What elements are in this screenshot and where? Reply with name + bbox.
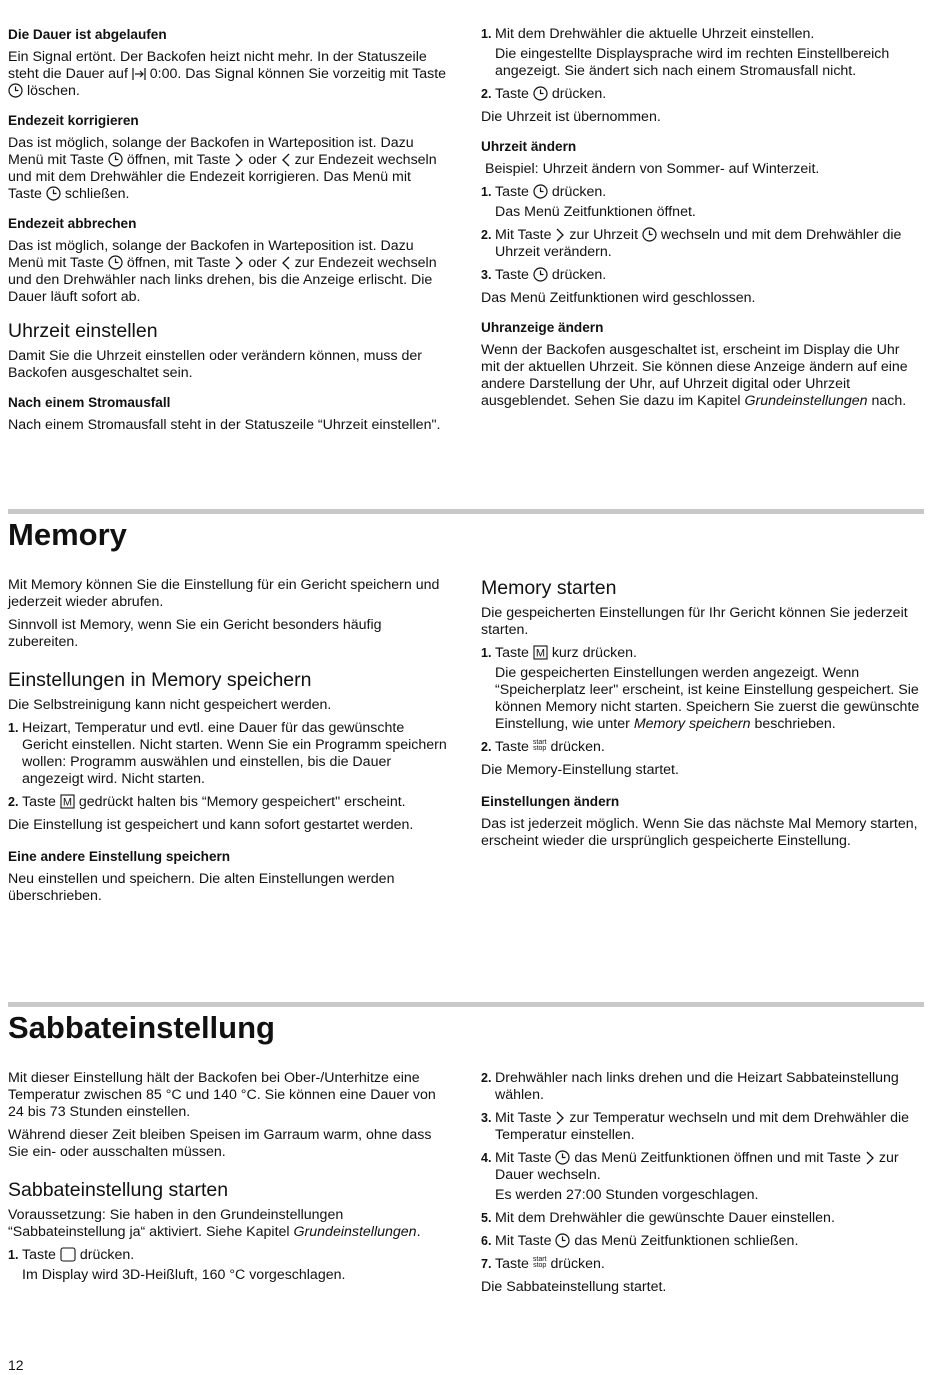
list-item: 6. Mit Taste das Menü Zeitfunktionen schließen. (481, 1233, 799, 1249)
start-stop-icon: start stop (532, 739, 547, 752)
clock-icon (642, 227, 657, 242)
steps-uhrzeit-aendern (481, 184, 921, 284)
heading-sabbat-starten: Sabbateinstellung starten (8, 1179, 229, 1201)
section-divider (8, 509, 924, 514)
sabbat-right-column (481, 1070, 921, 1302)
heading-dauer-abgelaufen: Die Dauer ist abgelaufen (8, 27, 167, 42)
heading-uhranzeige: Uhranzeige ändern (481, 320, 604, 335)
steps-sabbat-right (481, 1070, 921, 1273)
list-item: 1. Taste M kurz drücken. Die gespeicherten Einstellungen werden angezeigt. Wenn “Speicherplatz leer" erscheint, ist keine Einstellung gespeichert. Sie können Memory nicht starten. Speichern Sie zuerst die gewünschte Einstellung, wie unter Memory speichern beschrieben. (481, 645, 920, 732)
clock-icon (8, 83, 23, 98)
paragraph-uebernommen: Die Uhrzeit ist übernommen. (481, 109, 661, 125)
list-item: 3. Taste drücken. (481, 267, 607, 283)
paragraph-endezeit-korrigieren: Das ist möglich, solange der Backofen in Warteposition ist. Dazu Menü mit Taste öffnen, mit Taste oder zur Endezeit wechseln und mit dem Drehwähler die Endezeit korrigieren. Das Menü mit Taste schließen. (8, 135, 437, 202)
paragraph-memory-intro: Mit Memory können Sie die Einstellung für ein Gericht speichern und jederzeit wieder abrufen. (8, 577, 440, 610)
paragraph-stromausfall: Nach einem Stromausfall steht in der Statuszeile “Uhrzeit einstellen". (8, 417, 441, 433)
top-left-column (8, 26, 448, 440)
list-item: 5. Mit dem Drehwähler die gewünschte Dauer einstellen. (481, 1210, 835, 1226)
heading-stromausfall: Nach einem Stromausfall (8, 395, 171, 410)
paragraph-memory-sinnvoll: Sinnvoll ist Memory, wenn Sie ein Gericht besonders häufig zubereiten. (8, 617, 382, 650)
chevron-right-icon (555, 1111, 565, 1125)
steps-sabbat-left (8, 1247, 448, 1284)
chevron-right-icon (555, 228, 565, 242)
steps-memory-starten (481, 645, 921, 756)
paragraph-uhranzeige: Wenn der Backofen ausgeschaltet ist, erscheint im Display die Uhr mit der aktuellen Uhrzeit. Sie können diese Anzeige ändern auf eine andere Darstellung der Uhr, auf Uhrzeit digital oder Uhrzeit ausgeblendet. Sehen Sie dazu im Kapitel Grundeinstellungen nach. (481, 342, 908, 409)
paragraph-dauer: Ein Signal ertönt. Der Backofen heizt nicht mehr. In der Statuszeile steht die Dauer auf 0:00. Das Signal können Sie vorzeitig mit Taste löschen. (8, 49, 447, 99)
chapter-title-sabbat: Sabbateinstellung (8, 1010, 275, 1045)
heading-endezeit-abbrechen: Endezeit abbrechen (8, 216, 137, 231)
memory-left-column (8, 577, 448, 911)
paragraph-memory-startet: Die Memory-Einstellung startet. (481, 762, 679, 778)
clock-icon (555, 1150, 570, 1165)
chevron-right-icon (234, 153, 244, 167)
paragraph-beispiel: Beispiel: Uhrzeit ändern von Sommer- auf Winterzeit. (485, 161, 820, 177)
paragraph-einstellungen-aendern: Das ist jederzeit möglich. Wenn Sie das nächste Mal Memory starten, erscheint wieder die ursprünglich gespeicherte Einstellung. (481, 816, 918, 849)
heading-memory-speichern: Einstellungen in Memory speichern (8, 669, 312, 691)
clock-icon (108, 255, 123, 270)
list-item: 2. Taste drücken. (481, 86, 607, 102)
steps-memory-speichern (8, 720, 448, 811)
heating-mode-key-icon (60, 1247, 76, 1262)
svg-text:M: M (62, 796, 72, 809)
chevron-left-icon (281, 256, 291, 270)
start-stop-icon: start stop (532, 1256, 547, 1269)
duration-end-icon (132, 67, 146, 81)
page-number: 12 (8, 1357, 24, 1373)
list-item: 7. Taste start stop drücken. (481, 1256, 605, 1272)
clock-icon (533, 267, 548, 282)
memory-right-column (481, 577, 921, 856)
memory-key-icon (533, 645, 548, 660)
list-item: 2. Taste start stop drücken. (481, 739, 605, 755)
paragraph-selbstreinigung: Die Selbstreinigung kann nicht gespeichert werden. (8, 697, 332, 713)
list-item: 2. Drehwähler nach links drehen und die Heizart Sabbateinstellung wählen. (481, 1070, 899, 1103)
clock-icon (533, 184, 548, 199)
list-item: 3. Mit Taste zur Temperatur wechseln und mit dem Drehwähler die Temperatur einstellen. (481, 1110, 910, 1143)
heading-endezeit-korrigieren: Endezeit korrigieren (8, 113, 139, 128)
top-right-column (481, 26, 921, 416)
chevron-left-icon (281, 153, 291, 167)
steps-uhrzeit (481, 26, 921, 103)
clock-icon (533, 86, 548, 101)
clock-icon (108, 152, 123, 167)
paragraph-andere-einstellung: Neu einstellen und speichern. Die alten Einstellungen werden überschrieben. (8, 871, 395, 904)
paragraph-uhrzeit-einstellen: Damit Sie die Uhrzeit einstellen oder verändern können, muss der Backofen ausgeschaltet sein. (8, 348, 423, 381)
list-item: 4. Mit Taste das Menü Zeitfunktionen öffnen und mit Taste zur Dauer wechseln. Es werden 27:00 Stunden vorgeschlagen. (481, 1150, 899, 1203)
list-item: 2. Taste M gedrückt halten bis “Memory gespeichert" erscheint. (8, 794, 406, 810)
sabbat-left-column (8, 1070, 448, 1290)
heading-uhrzeit-aendern: Uhrzeit ändern (481, 139, 577, 154)
paragraph-voraussetzung: Voraussetzung: Sie haben in den Grundeinstellungen “Sabbateinstellung ja“ aktiviert. Siehe Kapitel Grundeinstellungen. (8, 1207, 421, 1240)
list-item: 1. Taste drücken. Das Menü Zeitfunktionen öffnet. (481, 184, 696, 220)
paragraph-endezeit-abbrechen: Das ist möglich, solange der Backofen in Warteposition ist. Dazu Menü mit Taste öffnen, mit Taste oder zur Endezeit wechseln und den Drehwähler nach links drehen, bis die Anzeige erlischt. Die Dauer läuft sofort ab. (8, 238, 437, 305)
paragraph-sabbat-startet: Die Sabbateinstellung startet. (481, 1279, 667, 1295)
paragraph-memory-starten: Die gespeicherten Einstellungen für Ihr Gericht können Sie jederzeit starten. (481, 605, 908, 638)
clock-icon (46, 186, 61, 201)
section-divider (8, 1002, 924, 1007)
list-item: 1. Mit dem Drehwähler die aktuelle Uhrzeit einstellen. Die eingestellte Displaysprache wird im rechten Einstellbereich angezeigt. Sie ändert sich nach einem Stromausfall nicht. (481, 26, 890, 79)
svg-text:M: M (535, 647, 545, 660)
list-item: 2. Mit Taste zur Uhrzeit wechseln und mit dem Drehwähler die Uhrzeit verändern. (481, 227, 902, 260)
chapter-title-memory: Memory (8, 517, 127, 552)
list-item: 1. Taste drücken. Im Display wird 3D-Heißluft, 160 °C vorgeschlagen. (8, 1247, 346, 1283)
heading-uhrzeit-einstellen: Uhrzeit einstellen (8, 320, 158, 342)
chevron-right-icon (234, 256, 244, 270)
paragraph-memory-gespeichert: Die Einstellung ist gespeichert und kann sofort gestartet werden. (8, 817, 414, 833)
clock-icon (555, 1233, 570, 1248)
heading-memory-starten: Memory starten (481, 577, 617, 599)
memory-key-icon (60, 794, 75, 809)
heading-andere-einstellung: Eine andere Einstellung speichern (8, 849, 231, 864)
chevron-right-icon (865, 1151, 875, 1165)
heading-einstellungen-aendern: Einstellungen ändern (481, 794, 620, 809)
paragraph-sabbat-warm: Während dieser Zeit bleiben Speisen im Garraum warm, ohne dass Sie ein- oder ausschalten müssen. (8, 1127, 432, 1160)
paragraph-sabbat-intro: Mit dieser Einstellung hält der Backofen bei Ober-/Unterhitze eine Temperatur zwischen 85 °C und 140 °C. Sie können eine Dauer von 24 bis 73 Stunden einstellen. (8, 1070, 436, 1120)
paragraph-geschlossen: Das Menü Zeitfunktionen wird geschlossen. (481, 290, 756, 306)
list-item: 1. Heizart, Temperatur und evtl. eine Dauer für das gewünschte Gericht einstellen. Nicht starten. Wenn Sie ein Programm speichern wollen: Programm auswählen und einstellen, bis die Dauer angezeigt wird. Nicht starten. (8, 720, 447, 787)
